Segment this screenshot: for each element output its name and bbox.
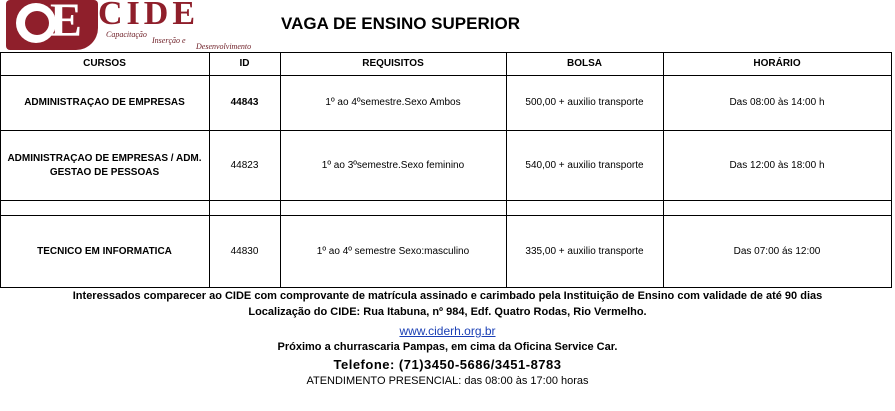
- row2-bolsa: 540,00 + auxilio transporte: [525, 159, 644, 171]
- row3-id: 44830: [230, 245, 259, 257]
- row3-requisitos: 1º ao 4º semestre Sexo:masculino: [316, 245, 470, 257]
- cide-logo: [2, 0, 276, 52]
- row1-id: 44843: [230, 97, 259, 108]
- row1-requisitos: 1º ao 4ºsemestre.Sexo Ambos: [325, 97, 461, 108]
- row1-bolsa: 500,00 + auxilio transporte: [525, 97, 644, 108]
- footer-hours: ATENDIMENTO PRESENCIAL: das 08:00 às 17:00 horas: [306, 375, 589, 387]
- table-rule: [891, 52, 892, 288]
- row3-curso: TECNICO EM INFORMATICA: [37, 245, 172, 257]
- row3-bolsa: 335,00 + auxilio transporte: [525, 245, 644, 257]
- website-link[interactable]: www.ciderh.org.br: [399, 324, 496, 338]
- header-bolsa: BOLSA: [567, 58, 602, 69]
- row1-curso: ADMINISTRAÇAO DE EMPRESAS: [24, 97, 185, 108]
- row2-requisitos: 1º ao 3ºsemestre.Sexo feminino: [321, 159, 465, 171]
- logo-tagline-2: Inserção e: [152, 36, 186, 45]
- header-id: ID: [239, 58, 250, 69]
- row3-horario: Das 07:00 ás 12:00: [733, 245, 821, 257]
- logo-wordmark: CIDE: [98, 0, 200, 32]
- row2-id: 44823: [230, 159, 259, 171]
- header-cursos: CURSOS: [83, 58, 126, 69]
- footer-landmark: Próximo a churrascaria Pampas, em cima da Oficina Service Car.: [277, 341, 618, 353]
- footer-address: Localização do CIDE: Rua Itabuna, nº 984, Edf. Quatro Rodas, Rio Vermelho.: [248, 306, 647, 318]
- header-requisitos: REQUISITOS: [362, 58, 424, 69]
- logo-mark: [6, 0, 98, 50]
- row1-horario: Das 08:00 às 14:00 h: [729, 97, 825, 108]
- page-title: VAGA DE ENSINO SUPERIOR: [281, 14, 520, 33]
- footer-phone: Telefone: (71)3450-5686/3451-8783: [333, 357, 562, 372]
- logo-tagline-3: Desenvolvimento: [196, 42, 252, 51]
- vacancy-table: [0, 52, 892, 288]
- row2-curso: ADMINISTRAÇAO DE EMPRESAS / ADM. GESTAO DE PESSOAS: [7, 152, 202, 178]
- table-rule: [0, 200, 892, 201]
- logo-tagline-1: Capacitação: [106, 30, 147, 39]
- logo-letter: E: [50, 0, 83, 47]
- table-rule: [0, 287, 892, 288]
- row2-horario: Das 12:00 às 18:00 h: [729, 159, 825, 171]
- footer-instructions: Interessados comparecer ao CIDE com comprovante de matrícula assinado e carimbado pela Instituição de Ensino com validade de até 90 dias: [72, 290, 823, 302]
- header-horario: HORÁRIO: [753, 58, 801, 69]
